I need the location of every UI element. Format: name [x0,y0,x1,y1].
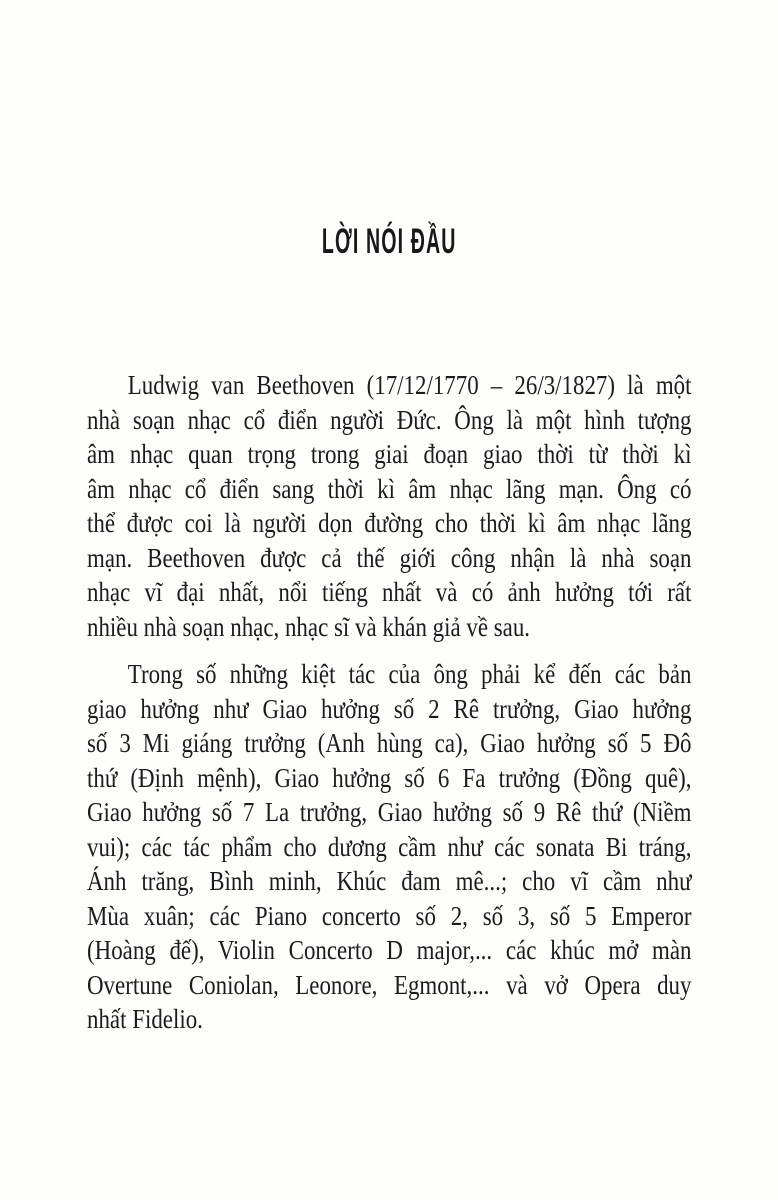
text-line: giao hưởng như Giao hưởng số 2 Rê trưởng, Giao hưởng [87,693,692,724]
body-text [87,368,691,1037]
text-line: vui); các tác phẩm cho dương cầm như các sonata Bi tráng, [87,831,692,862]
text-line: Trong số những kiệt tác của ông phải kể đến các bản [127,659,692,689]
text-line: Giao hưởng số 7 La trưởng, Giao hưởng số 9 Rê thứ (Niềm [87,797,692,827]
text-line: nhạc vĩ đại nhất, nổi tiếng nhất và có ảnh hưởng tới rất [87,577,692,607]
text-line: âm nhạc quan trọng trong giai đoạn giao thời từ thời kì [87,439,692,469]
paragraph-2 [87,657,691,1037]
text-line: số 3 Mi giáng trưởng (Anh hùng ca), Giao hưởng số 5 Đô [87,728,692,758]
text-line: Ánh trăng, Bình minh, Khúc đam mê...; cho vĩ cầm như [87,866,692,896]
text-line: (Hoàng đế), Violin Concerto D major,... các khúc mở màn [87,935,692,965]
text-line: thể được coi là người dọn đường cho thời kì âm nhạc lãng [87,508,692,538]
text-line: Ludwig van Beethoven (17/12/1770 – 26/3/1827) là một [127,370,692,400]
text-line: thứ (Định mệnh), Giao hưởng số 6 Fa trưởng (Đồng quê), [87,762,692,793]
paragraph-1 [87,368,691,644]
text-line: mạn. Beethoven được cả thế giới công nhận là nhà soạn [87,542,692,573]
text-line: Overtune Coniolan, Leonore, Egmont,... và vở Opera duy [87,969,692,1000]
text-line: Mùa xuân; các Piano concerto số 2, số 3, số 5 Emperor [87,900,692,931]
text-line: nhà soạn nhạc cổ điển người Đức. Ông là một hình tượng [87,404,692,435]
page-title-text: LỜI NÓI ĐẦU [321,222,457,261]
text-line: nhất Fidelio. [87,1004,203,1034]
text-line: âm nhạc cổ điển sang thời kì âm nhạc lãng mạn. Ông có [87,473,692,504]
text-line: nhiều nhà soạn nhạc, nhạc sĩ và khán giả về sau. [87,611,531,642]
page-title [0,222,778,262]
